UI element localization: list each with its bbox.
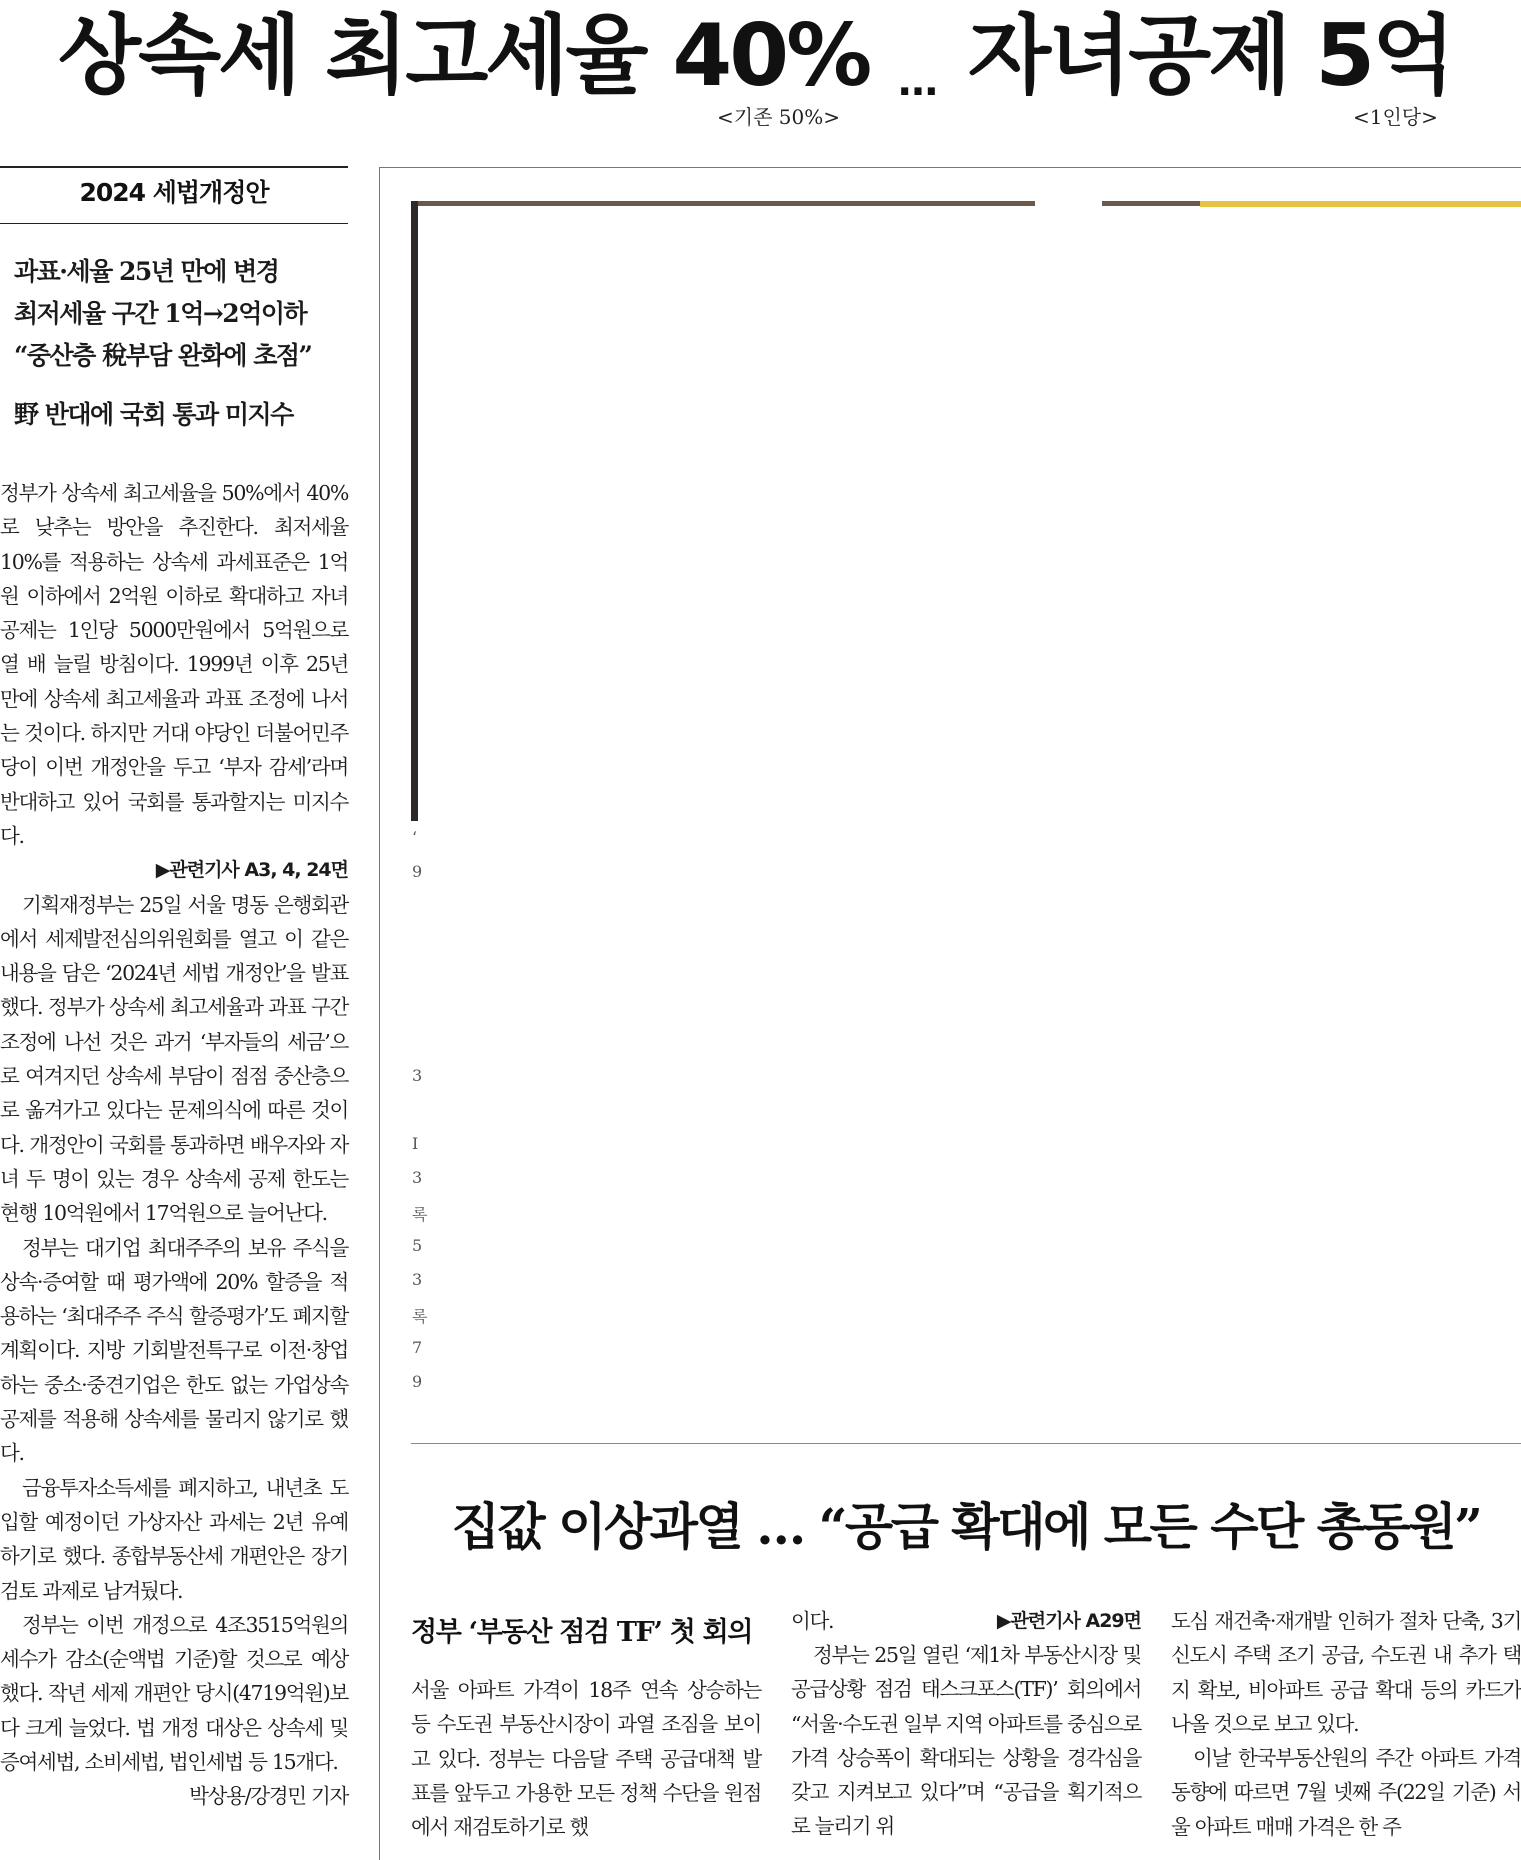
byline: 박상용/강경민 기자 [189, 1784, 348, 1809]
caption-stub: 3 [412, 1270, 423, 1289]
deck [14, 251, 344, 377]
story2-col3 [1171, 1604, 1521, 1844]
deck-secondary: 野 반대에 국회 통과 미지수 [14, 400, 293, 429]
story2-headline: 집값 이상과열 … “공급 확대에 모든 수단 총동원” [451, 1497, 1481, 1556]
main-headline [0, 0, 1521, 110]
deck-line: 최저세율 구간 1억→2억이하 [14, 299, 307, 328]
paragraph: 기획재정부는 25일 서울 명동 은행회관에서 세제발전심의위원회를 열고 이 같은 내용을 담은 ‘2024년 세법 개정안’을 발표했다. 정부가 상속세 최고세율과 과표 구간 조정에 나선 것은 과거 ‘부자들의 세금’으로 여겨지던 상속세 부담이 점점 중산층으로 옮겨가고 있다는 문제의식에 따른 것이다. 개정안이 국회를 통과하면 배우자와 자녀 두 명이 있는 경우 상속세 공제 한도는 현행 10억원에서 17억원으로 늘어난다. [0, 892, 348, 1226]
caption-stub: 7 [412, 1338, 423, 1357]
caption-stub: 록 [412, 1205, 428, 1224]
paragraph: 정부는 대기업 최대주주의 보유 주식을 상속·증여할 때 평가액에 20% 할증을 적용하는 ‘최대주주 주식 할증평가’도 폐지할 계획이다. 지방 기회발전특구로 이전·창업하는 중소·중견기업은 한도 없는 가업상속공제를 적용해 상속세를 물리지 않기로 했다. [0, 1235, 348, 1466]
caption-stub: I [412, 1134, 419, 1153]
photo-accent [1035, 201, 1102, 207]
caption-stub: 9 [412, 862, 423, 881]
col2-lead: 이다. [791, 1609, 834, 1633]
deck-line: “중산층 稅부담 완화에 초점” [14, 341, 312, 370]
caption-stub: 3 [412, 1168, 423, 1187]
paragraph: 정부는 이번 개정으로 4조3515억원의 세수가 감소(순액법 기준)할 것으로 예상했다. 작년 세제 개편안 당시(4719억원)보다 크게 늘었다. 법 개정 대상은 상속세 및 증여세법, 소비세법, 법인세법 등 15개다. [0, 1612, 348, 1774]
deck-line: 과표·세율 25년 만에 변경 [14, 257, 279, 286]
paragraph: 금융투자소득세를 폐지하고, 내년초 도입할 예정이던 가상자산 과세는 2년 유예하기로 했다. 종합부동산세 개편안은 장기 검토 과제로 남겨뒀다. [0, 1475, 348, 1603]
article-body [0, 476, 348, 1814]
caption-stub: 록 [412, 1307, 428, 1326]
section-bottom-rule [0, 223, 348, 224]
paragraph: 이날 한국부동산원의 주간 아파트 가격 동향에 따르면 7월 넷째 주(22일 기준) 서울 아파트 매매 가격은 한 주 [1171, 1746, 1521, 1839]
story2-col2 [791, 1604, 1141, 1844]
headline-right: 자녀공제 5억 [968, 6, 1453, 106]
caption-stub: 5 [412, 1236, 423, 1255]
paragraph: 도심 재건축·재개발 인허가 절차 단축, 3기 신도시 주택 조기 공급, 수도권 내 추가 택지 확보, 비아파트 공급 확대 등의 카드가 나올 것으로 보고 있다. [1171, 1609, 1521, 1736]
section-top-rule [0, 166, 348, 168]
caption-stub: 3 [412, 1066, 423, 1085]
paragraph: 정부는 25일 열린 ‘제1차 부동산시장 및 공급상황 점검 태스크포스(TF)’ 회의에서 “서울·수도권 일부 지역 아파트를 중심으로 가격 상승폭이 확대되는 상황을 경각심을 갖고 지켜보고 있다”며 “공급을 획기적으로 늘리기 위 [791, 1643, 1141, 1839]
headline-note-right: <1인당> [1353, 105, 1438, 129]
paragraph: 정부가 상속세 최고세율을 50%에서 40%로 낮추는 방안을 추진한다. 최저세율 10%를 적용하는 상속세 과세표준은 1억원 이하에서 2억원 이하로 확대하고 자녀 공제는 1인당 5000만원에서 5억원으로 열 배 늘릴 방침이다. 1999년 이후 25년 만에 상속세 최고세율과 과표 조정에 나서는 것이다. 하지만 거대 야당인 더불어민주당이 이번 개정안을 두고 ‘부자 감세’라며 반대하고 있어 국회를 통과할지는 미지수다. [0, 481, 348, 848]
photo-area [411, 201, 1521, 821]
col2-lead-row [791, 1604, 1141, 1638]
caption-stub: 9 [412, 1372, 423, 1391]
story2-subhead: 정부 ‘부동산 점검 TF’ 첫 회의 [411, 1617, 753, 1648]
story-divider [411, 1443, 1521, 1444]
headline-left: 상속세 최고세율 40% [58, 6, 870, 106]
photo-left-edge [411, 201, 418, 821]
story2-col1 [411, 1673, 761, 1844]
related-articles: ▶관련기사 A29면 [996, 1610, 1141, 1632]
photo-yellow-strip [1200, 201, 1521, 207]
headline-note-left: <기존 50%> [717, 105, 840, 129]
caption-stub: ‘ [412, 828, 418, 847]
paragraph: 서울 아파트 가격이 18주 연속 상승하는 등 수도권 부동산시장이 과열 조짐을 보이고 있다. 정부는 다음달 주택 공급대책 발표를 앞두고 가용한 모든 정책 수단을 원점에서 재검토하기로 했 [411, 1678, 761, 1840]
related-articles: ▶관련기사 A3, 4, 24면 [155, 859, 348, 882]
headline-separator: … [898, 59, 935, 105]
section-label: 2024 세법개정안 [79, 178, 269, 207]
